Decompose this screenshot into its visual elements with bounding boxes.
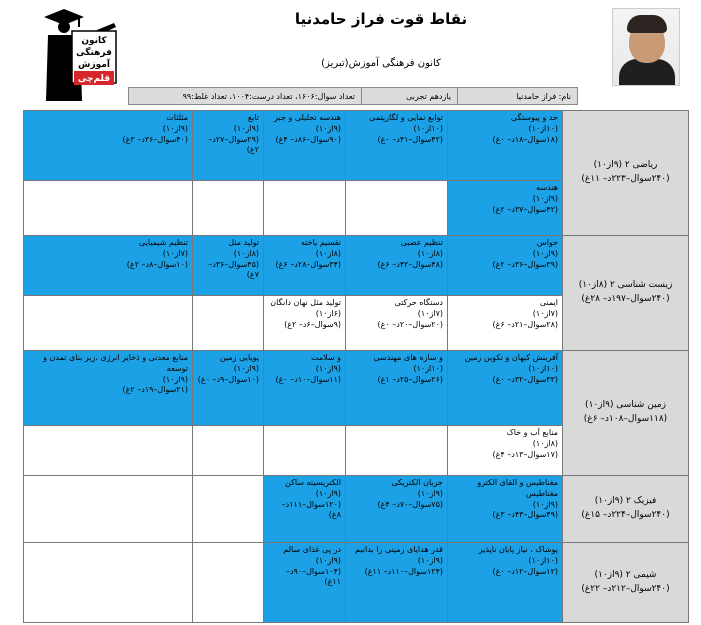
kanoon-logo [36, 5, 124, 105]
topic-score: (۸از۱۰) [417, 248, 443, 258]
table-row [24, 236, 689, 296]
topic-title: مثلثات [166, 113, 188, 122]
topic-title: تنظیم شیمیایی [139, 238, 188, 247]
topic-cell [346, 351, 448, 426]
empty-cell [24, 426, 193, 476]
topic-title: پویایی زمین [219, 353, 259, 362]
topic-cell [448, 181, 563, 236]
page-subtitle: کانون فرهنگی آموزش(تبریز) [321, 58, 441, 69]
empty-cell [193, 426, 264, 476]
topic-score: (۱۰از۱۰) [528, 123, 558, 133]
topic-stats: (۱۸سوال–۱۸د– ۰غ) [492, 134, 558, 144]
topic-stats: (۴۰سوال–۳۶د– ۳غ) [122, 134, 188, 144]
empty-cell [24, 181, 193, 236]
subject-name: فیزیک ۲ (۹از۱۰) [594, 496, 657, 507]
topic-score: (۹از۱۰) [315, 123, 341, 133]
topic-cell [448, 351, 563, 426]
topic-title: قدر هدایای زمینی را بدانیم [355, 545, 443, 554]
topic-title: منابع آب و خاک [506, 428, 558, 437]
topic-score: (۸از۱۰) [315, 248, 341, 258]
subject-stats: (۲۴۰سوال–۱۹۷د– ۲۸غ) [581, 294, 670, 304]
topic-title: هندسه [536, 183, 558, 192]
topic-stats: (۱۲۰سوال–۱۱۱د– ۸غ) [281, 499, 341, 520]
topic-title: توابع نمایی و لگاریتمی [369, 113, 443, 122]
topic-cell [264, 476, 346, 543]
subject-name: ریاضی ۲ (۹از۱۰) [593, 160, 658, 171]
subject-name: زمین شناسی (۹از۱۰) [585, 400, 666, 411]
topic-cell [264, 111, 346, 181]
topic-stats: (۲۸سوال–۲۱د– ۶غ) [492, 319, 558, 329]
topic-title: و سازه های مهندسی [373, 353, 443, 362]
topic-cell [264, 543, 346, 623]
topic-title: در پی غذای سالم [283, 545, 341, 554]
strengths-table [23, 110, 689, 623]
topic-title: پوشاک ، نیاز پایان ناپذیر [478, 545, 558, 554]
topic-title: مغناطیس و القای الکترو مغناطیس [477, 478, 558, 498]
subject-cell [563, 543, 689, 623]
empty-cell [193, 296, 264, 351]
topic-title: تولید مثل نهان دانگان [270, 298, 341, 307]
topic-stats: (۴۲سوال–۳۷د– ۲غ) [492, 204, 558, 214]
topic-cell [24, 236, 193, 296]
svg-text:آموزش: آموزش [78, 60, 110, 70]
topic-title: حواس [536, 238, 558, 247]
empty-cell [346, 426, 448, 476]
empty-cell [193, 181, 264, 236]
empty-cell [24, 476, 193, 543]
svg-text:فرهنگی: فرهنگی [76, 48, 112, 58]
topic-stats: (۳۳سوال–۳۲د– ۰غ) [492, 374, 558, 384]
topic-title: تولید مثل [228, 238, 259, 247]
subject-cell [563, 476, 689, 543]
topic-title: دستگاه حرکتی [394, 298, 443, 307]
topic-cell [346, 296, 448, 351]
subject-stats: (۲۴۰سوال–۲۲۳د– ۱۱غ) [581, 174, 670, 184]
topic-stats: (۹۰سوال–۸۶د– ۴غ) [275, 134, 341, 144]
topic-title: هندسه تحلیلی و جبر [274, 113, 341, 122]
table-row [24, 476, 689, 543]
topic-cell [346, 476, 448, 543]
topic-score: (۹از۱۰) [532, 248, 558, 258]
topic-stats: (۴۵سوال–۳۶د– ۷غ) [208, 259, 259, 280]
topic-score: (۷از۱۰) [532, 308, 558, 318]
subject-cell [563, 351, 689, 476]
empty-cell [264, 181, 346, 236]
topic-score: (۹از۱۰) [233, 123, 259, 133]
topic-stats: (۲۰سوال–۲۰د– ۰غ) [377, 319, 443, 329]
topic-stats: (۲۶سوال–۲۵د– ۱غ) [377, 374, 443, 384]
topic-stats: (۱۰۴سوال–۹۰د– ۱۱غ) [285, 566, 341, 587]
student-photo [612, 8, 680, 86]
empty-cell [346, 181, 448, 236]
page-title: نقاط قوت فراز حامدنیا [294, 10, 468, 28]
table-row [24, 543, 689, 623]
topic-stats: (۱۱سوال–۱۰د– ۰غ) [275, 374, 341, 384]
topic-score: (۷از۱۰) [162, 248, 188, 258]
topic-cell [264, 296, 346, 351]
topic-stats: (۱۲سوال–۱۲د– ۰غ) [492, 566, 558, 576]
svg-text:کانون: کانون [81, 36, 107, 46]
topic-cell [346, 111, 448, 181]
topic-title: تقسیم یاخته [300, 238, 341, 247]
topic-score: (۹از۱۰) [162, 374, 188, 384]
empty-cell [24, 296, 193, 351]
topic-title: ایمنی [539, 298, 558, 307]
topic-score: (۹از۱۰) [315, 488, 341, 498]
topic-score: (۱۰از۱۰) [413, 363, 443, 373]
svg-text:قلم‌چی: قلم‌چی [77, 74, 111, 84]
topic-title: منابع معدنی و ذخایر انرژی ،زیر بنای تمدن و توسعه [43, 353, 188, 373]
topic-cell [193, 236, 264, 296]
topic-stats: (۳۹سوال–۳۶د– ۲غ) [492, 259, 558, 269]
topic-cell [448, 543, 563, 623]
topic-stats: (۱۲۴سوال–۱۱۰د– ۱۱غ) [364, 566, 443, 576]
topic-stats: (۳۴سوال–۲۸د– ۶غ) [275, 259, 341, 269]
empty-cell [264, 426, 346, 476]
topic-stats: (۴۸سوال–۴۲د– ۶غ) [377, 259, 443, 269]
topic-score: (۷از۱۰) [417, 308, 443, 318]
subject-stats: (۲۴۰سوال–۲۱۲د– ۲۲غ) [581, 583, 670, 594]
topic-cell [346, 543, 448, 623]
topic-stats: (۱۷سوال–۱۳د– ۴غ) [492, 449, 558, 459]
topic-stats: (۴۲سوال–۴۱د– ۰غ) [377, 134, 443, 144]
topic-title: تابع [247, 113, 259, 122]
topic-score: (۹از۱۰) [532, 499, 558, 509]
table-row [24, 111, 689, 181]
topic-cell [448, 236, 563, 296]
topic-stats: (۹سوال–۶د– ۲غ) [284, 319, 341, 329]
topic-cell [346, 236, 448, 296]
question-stats: تعداد سوال:۱۶۰۶، تعداد درست:۱۰۰۴، تعداد غلط:۹۹ [182, 91, 355, 101]
student-grade: یازدهم تجربی [361, 88, 457, 104]
subject-stats: (۱۱۸سوال–۱۰۸د– ۶غ) [583, 414, 668, 424]
topic-score: (۱۰از۱۰) [528, 555, 558, 565]
topic-score: (۹از۱۰) [532, 193, 558, 203]
topic-stats: (۲۹سوال–۲۷د– ۲غ) [208, 134, 259, 155]
topic-cell [264, 236, 346, 296]
topic-stats: (۴۹سوال–۴۳د– ۳غ) [492, 510, 558, 520]
topic-score: (۸از۱۰) [233, 248, 259, 258]
empty-cell [193, 543, 264, 623]
topic-stats: (۲۱سوال–۱۹د– ۲غ) [122, 385, 188, 395]
topic-score: (۹از۱۰) [315, 363, 341, 373]
topic-title: و سلامت [310, 353, 341, 362]
report-header [0, 0, 701, 110]
topic-score: (۶از۱۰) [315, 308, 341, 318]
topic-cell [448, 426, 563, 476]
topic-title: جریان الکتریکی [391, 478, 443, 487]
topic-title: الکتریسیته ساکن [285, 478, 341, 487]
topic-cell [448, 111, 563, 181]
subject-cell [563, 111, 689, 236]
subject-stats: (۲۴۰سوال–۲۲۴د– ۱۵غ) [581, 510, 670, 520]
topic-score: (۹از۱۰) [233, 363, 259, 373]
topic-score: (۹از۱۰) [315, 555, 341, 565]
topic-title: آفرینش کیهان و تکوین زمین [464, 353, 558, 362]
table-row [24, 351, 689, 426]
empty-cell [193, 476, 264, 543]
topic-title: تنظیم عصبی [400, 238, 443, 247]
topic-stats: (۱۰سوال–۹د– ۰غ) [197, 374, 259, 384]
topic-stats: (۷۵سوال–۷۰د– ۴غ) [377, 499, 443, 509]
topic-title: حد و پیوستگی [510, 113, 558, 122]
topic-stats: (۱۰سوال–۸د– ۲غ) [126, 259, 188, 269]
subject-name: زیست شناسی ۲ (۸از۱۰) [578, 280, 673, 291]
topic-cell [448, 296, 563, 351]
student-name: نام: فراز حامدنیا [457, 88, 577, 104]
student-info-bar [128, 87, 578, 105]
subject-name: شیمی ۲ (۹از۱۰) [594, 569, 657, 580]
topic-score: (۱۰از۱۰) [528, 363, 558, 373]
topic-cell [24, 111, 193, 181]
topic-score: (۹از۱۰) [417, 555, 443, 565]
topic-cell [448, 476, 563, 543]
subject-cell [563, 236, 689, 351]
topic-cell [193, 111, 264, 181]
topic-cell [264, 351, 346, 426]
topic-score: (۱۰از۱۰) [413, 123, 443, 133]
topic-cell [193, 351, 264, 426]
topic-score: (۹از۱۰) [417, 488, 443, 498]
topic-score: (۹از۱۰) [162, 123, 188, 133]
topic-cell [24, 351, 193, 426]
topic-score: (۸از۱۰) [532, 438, 558, 448]
empty-cell [24, 543, 193, 623]
